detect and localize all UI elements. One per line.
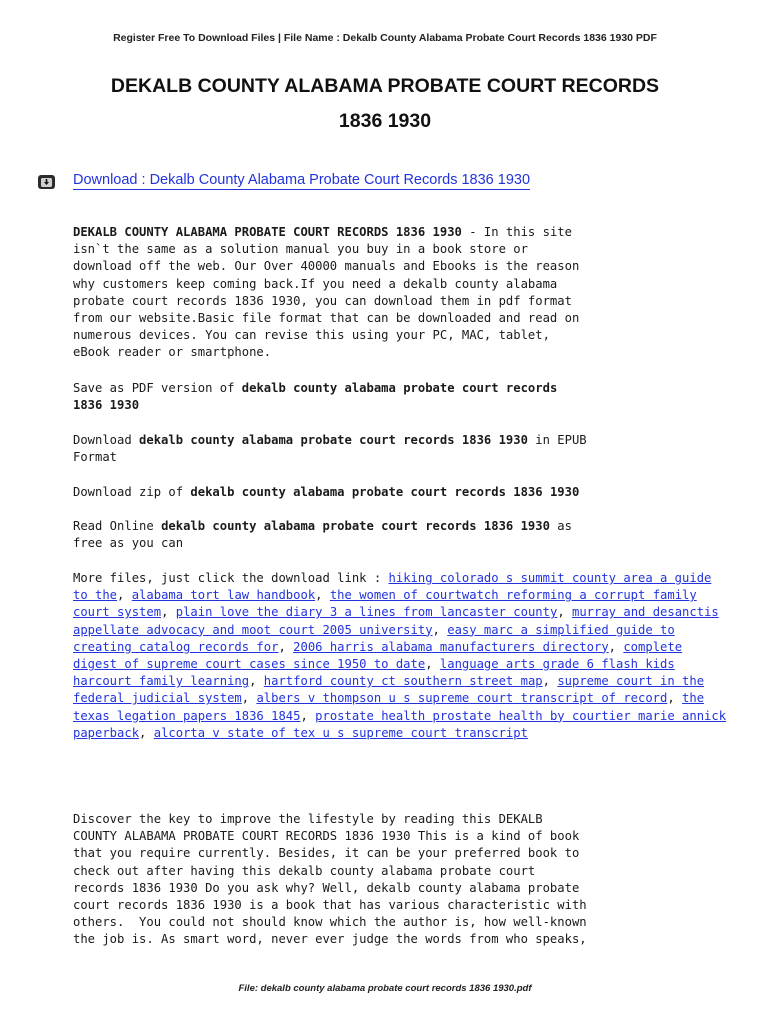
intro-line: why customers keep coming back.If you need a dekalb county alabama [73,276,558,291]
discover-paragraph [73,811,733,949]
save-prefix: Save as PDF version of [73,381,242,395]
zip-paragraph [73,484,733,501]
discover-line: court records 1836 1930 is a book that has various characteristic with [73,898,587,913]
header-note: Register Free To Download Files | File Name : Dekalb County Alabama Probate Court Records 1836 1930 PDF [113,32,657,44]
intro-line: download off the web. Our Over 40000 manuals and Ebooks is the reason [73,259,580,274]
epub-format: Format [73,450,118,465]
read-title: dekalb county alabama probate court records 1836 1930 [161,519,550,533]
discover-line: check out after having this dekalb county alabama probate court [73,863,536,878]
more-file-link[interactable]: supreme court in the federal judicial system [73,674,705,706]
intro-paragraph [73,224,733,362]
intro-line: eBook reader or smartphone. [73,345,272,360]
download-icon[interactable] [38,175,55,189]
more-file-link[interactable]: 2006 harris alabama manufacturers directory [293,639,609,654]
page-title-year: 1836 1930 [338,110,432,132]
more-file-link[interactable]: alabama tort law handbook [131,588,316,603]
page-title: DEKALB COUNTY ALABAMA PROBATE COURT RECORDS [110,75,660,97]
footer-filename: File: dekalb county alabama probate court records 1836 1930.pdf [238,983,532,994]
read-suffix: as [549,519,572,533]
more-file-link[interactable]: prostate health prostate health by courtier marie annick paperback [73,708,727,740]
discover-line: records 1836 1930 Do you ask why? Well, dekalb county alabama probate [73,880,580,895]
save-title-year: 1836 1930 [73,398,140,413]
discover-line: others. You could not should know which the author is, how well-known [73,915,587,930]
zip-title: dekalb county alabama probate court records 1836 1930 [190,485,580,499]
epub-paragraph [73,432,733,466]
epub-suffix: in EPUB [527,433,587,447]
intro-line: - In this site [461,225,572,239]
zip-prefix: Download zip of [73,485,191,499]
more-file-link[interactable]: complete digest of supreme court cases since 1950 to date [73,639,683,672]
intro-line: isn`t the same as a solution manual you buy in a book store or [73,242,528,257]
read-online-paragraph [73,518,733,552]
intro-line: numerous devices. You can revise this using your PC, MAC, tablet, [73,328,550,343]
intro-line: probate court records 1836 1930, you can download them in pdf format [73,293,572,308]
more-file-link[interactable]: hartford county ct southern street map [263,674,543,689]
more-file-link[interactable]: the women of courtwatch reforming a corrupt family court system [73,588,697,620]
save-title: dekalb county alabama probate court records [241,381,558,395]
intro-line: from our website.Basic file format that can be downloaded and read on [73,311,580,326]
epub-prefix: Download [73,433,140,447]
more-file-link[interactable]: murray and desanctis appellate advocacy and moot court 2005 university [73,605,719,637]
more-files-paragraph: More files, just click the download link : hiking colorado s summit county area a guide to the, alabama tort law handbook, the women of courtwatch reforming a corrupt family court system, plain love the diary 3 a lines from lancaster county, murray and desanctis appellate advocacy and moot court 2005 university, easy marc a simplified guide to creating catalog records for, 2006 harris alabama manufacturers directory, complete digest of supreme court cases since 1950 to date, language arts grade 6 flash kids harcourt family learning, hartford county ct southern street map, supreme court in the federal judicial system, albers v thompson u s supreme court transcript of record, the texas legation papers 1836 1845, prostate health prostate health by courtier marie annick paperback, alcorta v state of tex u s supreme court transcript [73,571,727,740]
more-file-link[interactable]: plain love the diary 3 a lines from lancaster county [175,605,558,620]
more-file-link[interactable]: language arts grade 6 flash kids harcourt family learning [73,657,675,689]
more-file-link[interactable]: the texas legation papers 1836 1845 [73,691,705,723]
read-prefix: Read Online [73,519,162,533]
download-link[interactable]: Download : Dekalb County Alabama Probate Court Records 1836 1930 [73,172,531,188]
read-suffix-line: free as you can [73,536,184,551]
discover-line: the job is. As smart word, never ever judge the words from who speaks, [73,932,587,947]
discover-line: that you require currently. Besides, it can be your preferred book to [73,846,580,861]
epub-title: dekalb county alabama probate court records 1836 1930 [139,433,528,447]
more-file-link[interactable]: albers v thompson u s supreme court transcript of record [256,691,668,706]
more-file-link[interactable]: alcorta v state of tex u s supreme court transcript [153,725,528,740]
more-file-link[interactable]: easy marc a simplified guide to creating catalog records for [73,622,675,654]
save-pdf-paragraph [73,380,733,414]
more-file-link[interactable]: hiking colorado s summit county area a guide to the [73,571,712,603]
more-files-intro: More files, just click the download link : [73,571,389,585]
discover-line: Discover the key to improve the lifestyle by reading this DEKALB [73,812,543,826]
discover-line: COUNTY ALABAMA PROBATE COURT RECORDS 1836 1930 This is a kind of book [73,829,580,844]
intro-title: DEKALB COUNTY ALABAMA PROBATE COURT RECORDS 1836 1930 [73,225,462,239]
